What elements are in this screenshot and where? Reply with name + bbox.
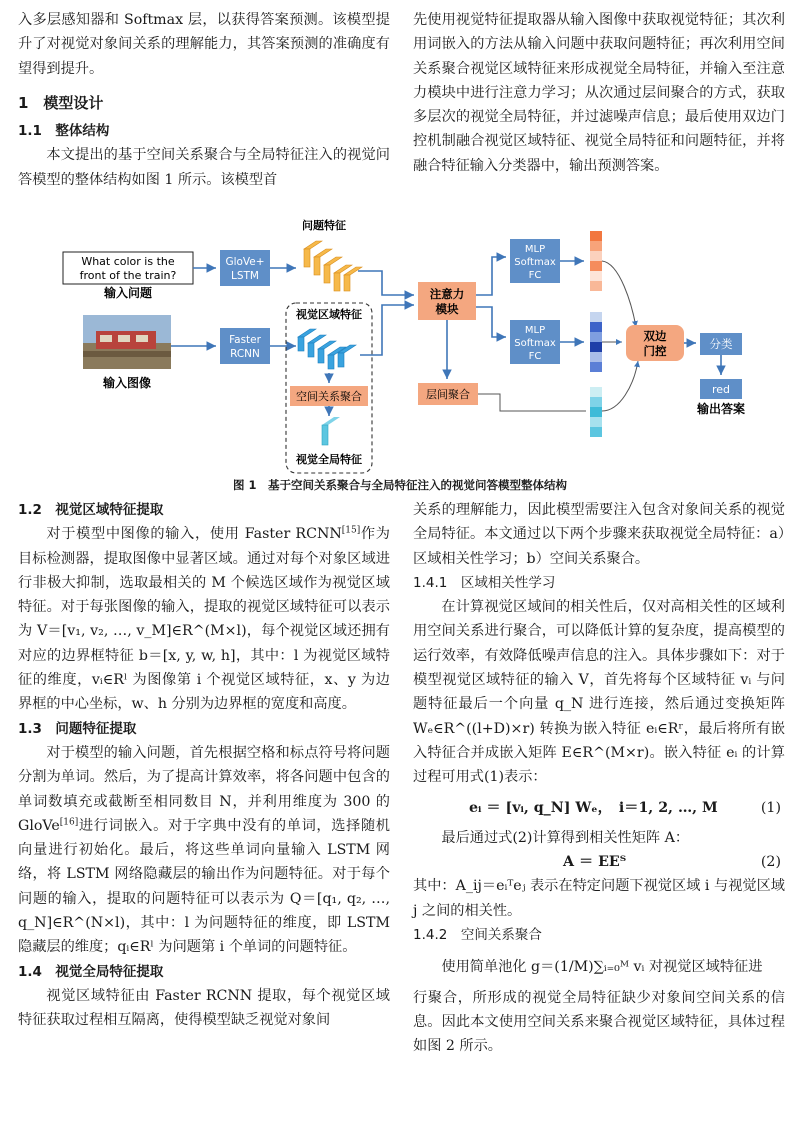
question-feature-label: 问题特征 [302, 219, 346, 232]
citation: [15] [341, 525, 361, 536]
equation-2 [413, 850, 785, 874]
mlp-top-3: FC [528, 270, 542, 281]
equation-2-number: (2) [760, 854, 781, 871]
paragraph: 行聚合，所形成的视觉全局特征缺少对象间空间关系的信息。因此本文使用空间关系来聚合视觉区域特征，具体过程如图 2 所示。 [413, 989, 785, 1055]
equation-1-body: eᵢ ＝ [vᵢ, q_N] Wₑ， i＝1, 2, …, M [469, 799, 718, 816]
glove-label-2: LSTM [231, 270, 259, 282]
paragraph: 其中：A_ij＝eᵢᵀeⱼ 表示在特定问题下视觉区域 i 与视觉区域 j 之间的相关性。 [413, 878, 785, 919]
glove-label-1: GloVe+ [225, 256, 265, 268]
answer-label: red [711, 383, 731, 396]
mlp-top-1: MLP [524, 244, 546, 255]
mlp-bottom-1: MLP [524, 325, 546, 336]
attended-feature-column-mid [590, 312, 602, 372]
classifier-label: 分类 [709, 337, 733, 351]
paragraph: 入多层感知器和 Softmax 层，以获得答案预测。该模型提升了对视觉对象间关系的理解能力，其答案预测的准确度有望得到提升。 [18, 12, 390, 77]
paragraph: 使用简单池化 g＝(1/M)∑ᵢ₌₀ᴹ vᵢ 对视觉区域特征进 [441, 959, 763, 976]
figure-1 [0, 215, 800, 500]
left-column-top [18, 8, 390, 192]
output-answer-label: 输出答案 [696, 402, 746, 416]
subsection-heading: 1.1 整体结构 [18, 123, 110, 140]
paragraph: 在计算视觉区域间的相关性后，仅对高相关性的区域利用空间关系进行聚合，可以降低计算的复杂度，提高模型的运行效率，有效降低噪声信息的注入。具体步骤如下：对于模型视觉区域特征的输入 V，首先将每个区域特征 vᵢ 与问题特征最后一个向量 q_N 进行连接，然后通过变换矩阵 Wₑ∈R^((l+D)×r) 转换为嵌入特征 eᵢ∈Rʳ，最后将所有嵌入特征合并成嵌入矩阵 E∈R^(M×r)。嵌入特征 eᵢ 的计算过程可用式(1)表示： [413, 599, 785, 786]
rcnn-label-1: Faster [229, 334, 261, 346]
equation-1-number: (1) [760, 799, 781, 816]
spatial-aggregation-label: 空间关系聚合 [296, 390, 362, 403]
region-feature-label: 视觉区域特征 [296, 308, 362, 321]
rcnn-label-2: RCNN [230, 348, 260, 360]
train-image [83, 315, 171, 369]
paragraph: 视觉区域特征由 Faster RCNN 提取，每个视觉区域特征获取过程相互隔离，使得模型缺乏视觉对象间 [18, 987, 390, 1029]
paragraph: 对于模型的输入问题，首先根据空格和标点符号将问题分割为单词。然后，为了提高计算效率，将各问题中包含的单词数填充或截断至相同数目 N，并利用维度为 300 的 GloVe[16]进行词嵌入。对于字典中没有的单词，选择随机向量进行初始化。最后，将这些单词向量输入 LSTM 网络，将 LSTM 网络隐藏层的输出作为问题特征。对于每个问题的输入，提取的问题特征可以表示为 Q＝[q₁, q₂, …, q_N]∈R^(N×l)，其中：l 为问题特征的维度，即 LSTM 隐藏层的维度；qᵢ∈Rˡ 为问题第 i 个单词的问题特征。 [18, 744, 390, 956]
figure-caption: 图 1 基于空间关系聚合与全局特征注入的视觉问答模型整体结构 [232, 478, 567, 492]
attention-label-2: 模块 [435, 302, 459, 316]
input-question-label: 输入问题 [103, 286, 153, 300]
section-heading: 1 模型设计 [18, 93, 104, 112]
attention-label-1: 注意力 [429, 287, 465, 301]
input-image-label: 输入图像 [102, 376, 152, 390]
attended-feature-column-top [590, 231, 602, 291]
layer-feature-column-bottom [590, 387, 602, 437]
question-text-line2: front of the train? [79, 269, 177, 282]
paragraph: 最后通过式(2)计算得到相关性矩阵 A： [441, 829, 690, 846]
mlp-bottom-3: FC [528, 351, 542, 362]
mlp-top-2: Softmax [514, 257, 556, 268]
paragraph: 关系的理解能力，因此模型需要注入包含对象间关系的视觉全局特征。本文通过以下两个步骤来获取视觉全局特征：a）区域相关性学习；b）空间关系聚合。 [413, 502, 785, 567]
citation: [16] [59, 817, 79, 828]
mlp-bottom-2: Softmax [514, 338, 556, 349]
right-column-bottom [413, 498, 785, 1059]
subsubsection-heading: 1.4.2 空间关系聚合 [413, 927, 542, 944]
subsection-heading: 1.3 问题特征提取 [18, 720, 137, 737]
architecture-diagram [0, 215, 800, 477]
subsubsection-heading: 1.4.1 区域相关性学习 [413, 574, 556, 591]
equation-2-body: A ＝ EEᵀ [563, 854, 627, 871]
paragraph: 本文提出的基于空间关系聚合与全局特征注入的视觉问答模型的整体结构如图 1 所示。该模型首 [18, 147, 390, 188]
left-column-bottom [18, 498, 390, 1033]
global-feature-label: 视觉全局特征 [296, 453, 362, 466]
paragraph: 对于模型中图像的输入，使用 Faster RCNN[15]作为目标检测器，提取图像中显著区域。通过对每个对象区域进行非极大抑制，选取最相关的 M 个候选区域作为视觉区域特征。对于每张图像的输入，提取的视觉区域特征可以表示为 V＝[v₁, v₂, …, v_M]∈R^(M×l)，每个视觉区域还拥有对应的边界框特征 b＝[x, y, w, h]，其中：l 为视觉区域特征的维度，vᵢ∈Rˡ 为图像第 i 个视觉区域特征，x、y 为边界框的中心坐标，w、h 分别为边界框的宽度和高度。 [18, 525, 390, 713]
global-feature-block [322, 417, 340, 445]
region-feature-stack [298, 329, 356, 369]
layer-aggregation-label: 层间聚合 [426, 388, 470, 401]
subsection-heading: 1.4 视觉全局特征提取 [18, 963, 164, 980]
paragraph: 先使用视觉特征提取器从输入图像中获取视觉特征；其次利用词嵌入的方法从输入问题中获取问题特征；再次利用空间关系聚合视觉区域特征来形成视觉全局特征，并输入至注意力模块中进行注意力学习；从次通过层间聚合的方式，获取多层次的视觉全局特征，并过滤噪声信息；最后使用双边门控机制融合视觉区域特征、视觉全局特征和问题特征，并将融合特征输入分类器中，输出预测答案。 [413, 12, 785, 174]
gate-label-1: 双边 [643, 329, 667, 343]
question-feature-stack [304, 241, 362, 291]
equation-1 [413, 796, 785, 820]
gate-label-2: 门控 [643, 344, 667, 358]
question-text-line1: What color is the [81, 255, 175, 268]
subsection-heading: 1.2 视觉区域特征提取 [18, 502, 164, 518]
right-column-top [413, 8, 785, 178]
